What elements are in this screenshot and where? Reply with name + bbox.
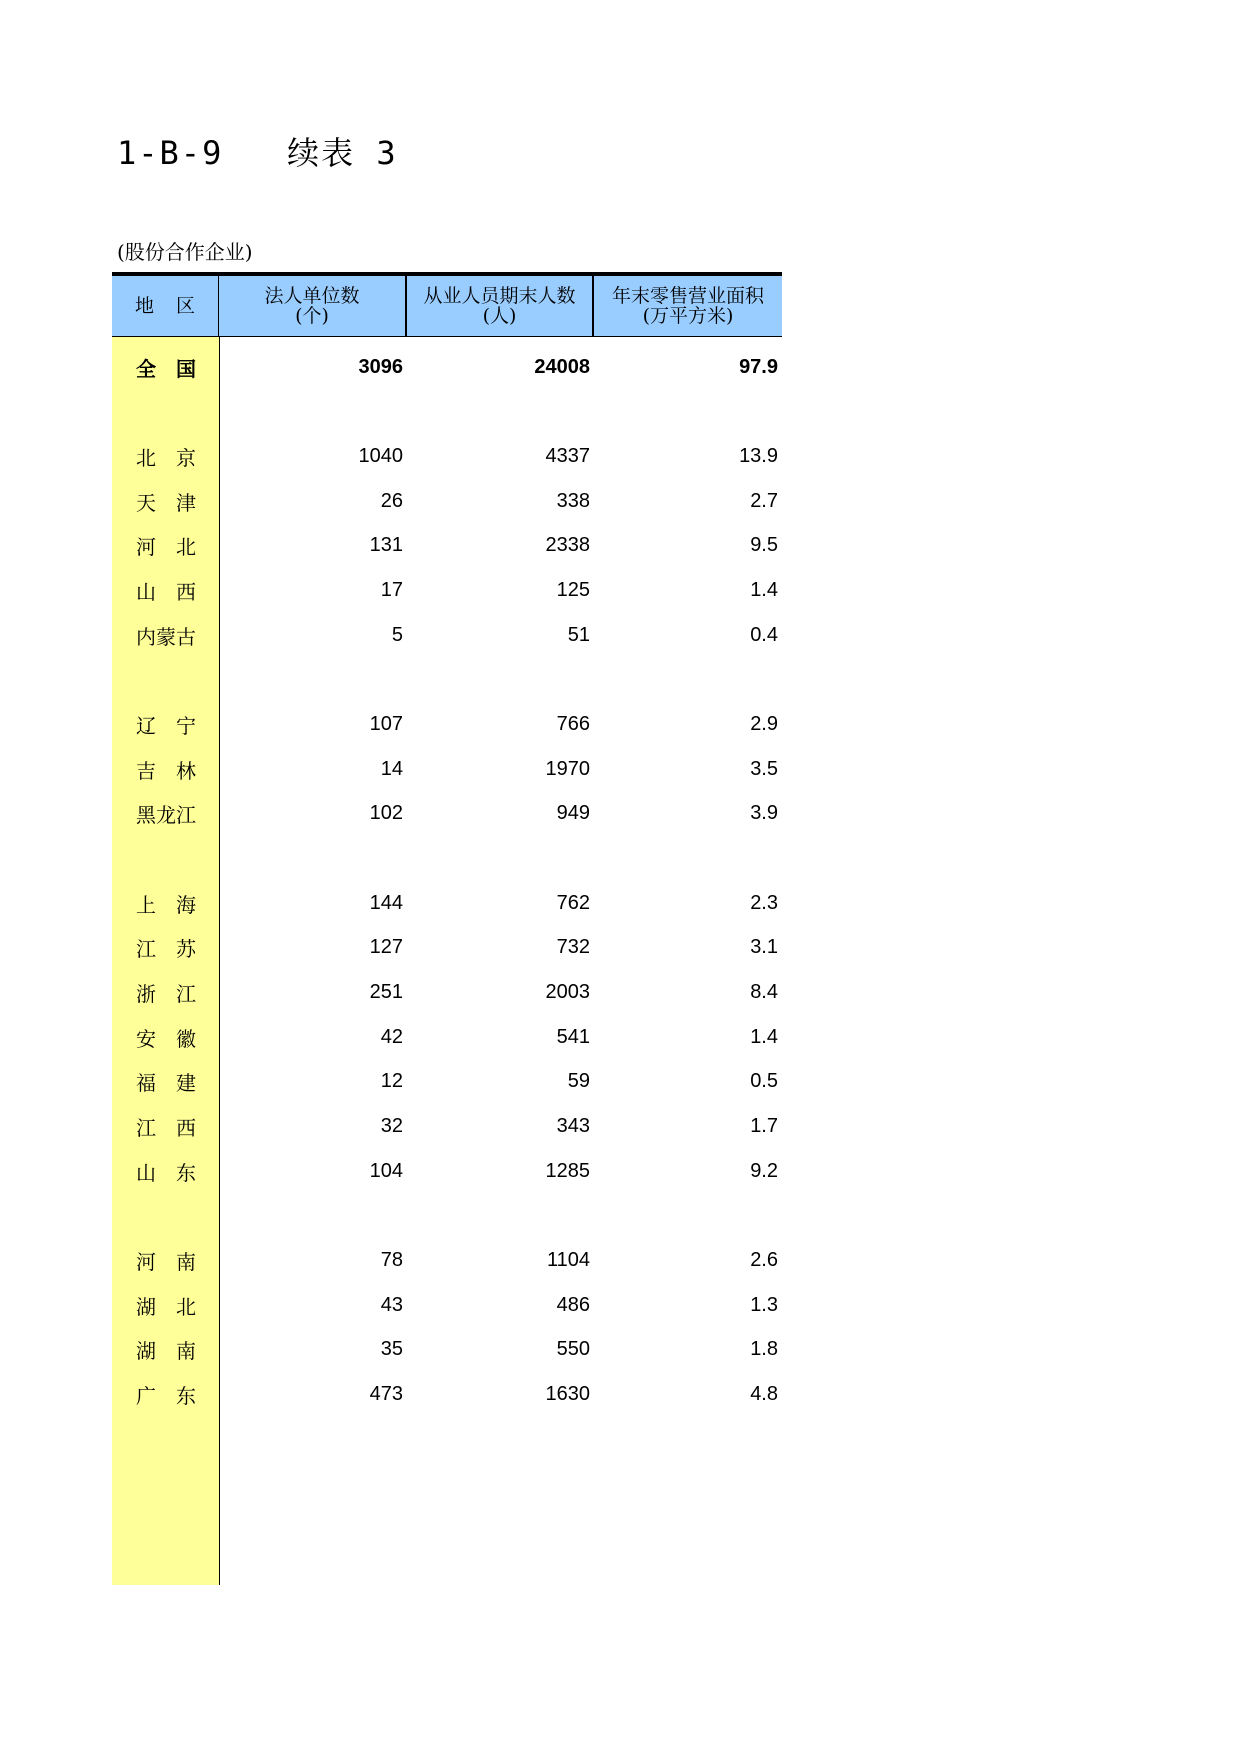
table-row [112,1280,782,1330]
employees-cell: 486 [556,1293,590,1316]
area-cell: 9.2 [750,1159,778,1182]
region-cell: 湖 南 [136,1338,196,1363]
units-cell: 12 [380,1069,403,1092]
employees-cell: 550 [556,1337,590,1360]
table-subtitle: (股份合作企业) [117,240,253,264]
table-title: 1-B-9 续表 3 [117,134,398,172]
employees-cell: 1104 [546,1248,590,1271]
area-cell: 3.5 [750,757,778,780]
total-row [112,342,782,392]
table-row [112,565,782,615]
table-row [112,1146,782,1196]
region-cell: 福 建 [136,1070,196,1095]
table-header [112,276,782,337]
employees-cell: 2003 [545,980,590,1003]
employees-cell: 2338 [545,533,590,556]
table-row [112,1324,782,1374]
header-units-label: 法人单位数 [264,285,360,307]
area-cell: 97.9 [739,355,778,378]
employees-cell: 125 [556,578,590,601]
table-row [112,967,782,1017]
region-cell: 河 南 [136,1249,196,1274]
region-cell: 内蒙古 [136,624,196,649]
units-cell: 131 [369,533,403,556]
header-units [219,276,407,336]
employees-cell: 24008 [534,355,590,378]
region-cell: 北 京 [136,445,196,470]
employees-cell: 1285 [545,1159,590,1182]
region-cell: 湖 北 [136,1294,196,1319]
area-cell: 0.5 [750,1069,778,1092]
employees-cell: 343 [556,1114,590,1137]
employees-cell: 1630 [545,1382,590,1405]
employees-cell: 4337 [545,444,590,467]
table-row [112,1012,782,1062]
units-cell: 107 [369,712,403,735]
area-cell: 2.3 [750,891,778,914]
area-cell: 3.1 [750,935,778,958]
table-row [112,1056,782,1106]
units-cell: 251 [369,980,403,1003]
employees-cell: 766 [556,712,590,735]
employees-cell: 541 [556,1025,590,1048]
employees-cell: 732 [556,935,590,958]
units-cell: 42 [380,1025,403,1048]
table-row [112,922,782,972]
area-cell: 9.5 [750,533,778,556]
units-cell: 5 [391,623,403,646]
area-cell: 0.4 [750,623,778,646]
region-cell: 江 苏 [136,936,196,961]
region-cell: 河 北 [136,534,196,559]
area-cell: 1.3 [750,1293,778,1316]
area-cell: 1.4 [750,578,778,601]
region-cell: 安 徽 [136,1026,196,1051]
units-cell: 43 [380,1293,403,1316]
region-cell: 山 东 [136,1160,196,1185]
header-employees [407,276,594,336]
header-region [112,276,219,336]
employees-cell: 949 [556,801,590,824]
area-cell: 3.9 [750,801,778,824]
units-cell: 17 [380,578,403,601]
region-cell: 山 西 [136,579,196,604]
table-row [112,1235,782,1285]
units-cell: 104 [369,1159,403,1182]
header-area-unit: (万平方米) [642,305,734,327]
header-area [594,276,782,336]
area-cell: 1.7 [750,1114,778,1137]
header-area-label: 年末零售营业面积 [611,285,764,307]
units-cell: 1040 [358,444,403,467]
region-cell: 广 东 [136,1383,196,1408]
area-cell: 8.4 [750,980,778,1003]
employees-cell: 338 [556,489,590,512]
region-cell: 上 海 [136,892,196,917]
employees-cell: 1970 [545,757,590,780]
area-cell: 1.4 [750,1025,778,1048]
units-cell: 127 [369,935,403,958]
table-row [112,878,782,928]
area-cell: 2.6 [750,1248,778,1271]
employees-cell: 51 [567,623,590,646]
area-cell: 1.8 [750,1337,778,1360]
units-cell: 32 [380,1114,403,1137]
region-cell: 黑龙江 [136,802,196,827]
header-employees-label: 从业人员期末人数 [423,285,576,307]
table-row [112,1101,782,1151]
region-cell: 辽 宁 [136,713,196,738]
header-region-label: 地区 [134,295,217,317]
region-cell: 吉 林 [136,758,196,783]
table-row [112,788,782,838]
table-row [112,699,782,749]
units-cell: 473 [369,1382,403,1405]
region-cell: 天 津 [136,490,196,515]
units-cell: 14 [380,757,403,780]
employees-cell: 762 [556,891,590,914]
table-row [112,610,782,660]
table-row [112,520,782,570]
units-cell: 102 [369,801,403,824]
units-cell: 35 [380,1337,403,1360]
area-cell: 2.9 [750,712,778,735]
units-cell: 3096 [358,355,403,378]
region-cell: 江 西 [136,1115,196,1140]
units-cell: 144 [369,891,403,914]
table-row [112,1369,782,1419]
area-cell: 4.8 [750,1382,778,1405]
table-row [112,476,782,526]
area-cell: 13.9 [739,444,778,467]
units-cell: 78 [380,1248,403,1271]
units-cell: 26 [380,489,403,512]
header-units-unit: (个) [295,305,329,327]
table-row [112,744,782,794]
table-row [112,431,782,481]
region-cell: 浙 江 [136,981,196,1006]
area-cell: 2.7 [750,489,778,512]
employees-cell: 59 [567,1069,590,1092]
header-employees-unit: (人) [482,305,517,327]
region-cell: 全 国 [136,356,196,381]
